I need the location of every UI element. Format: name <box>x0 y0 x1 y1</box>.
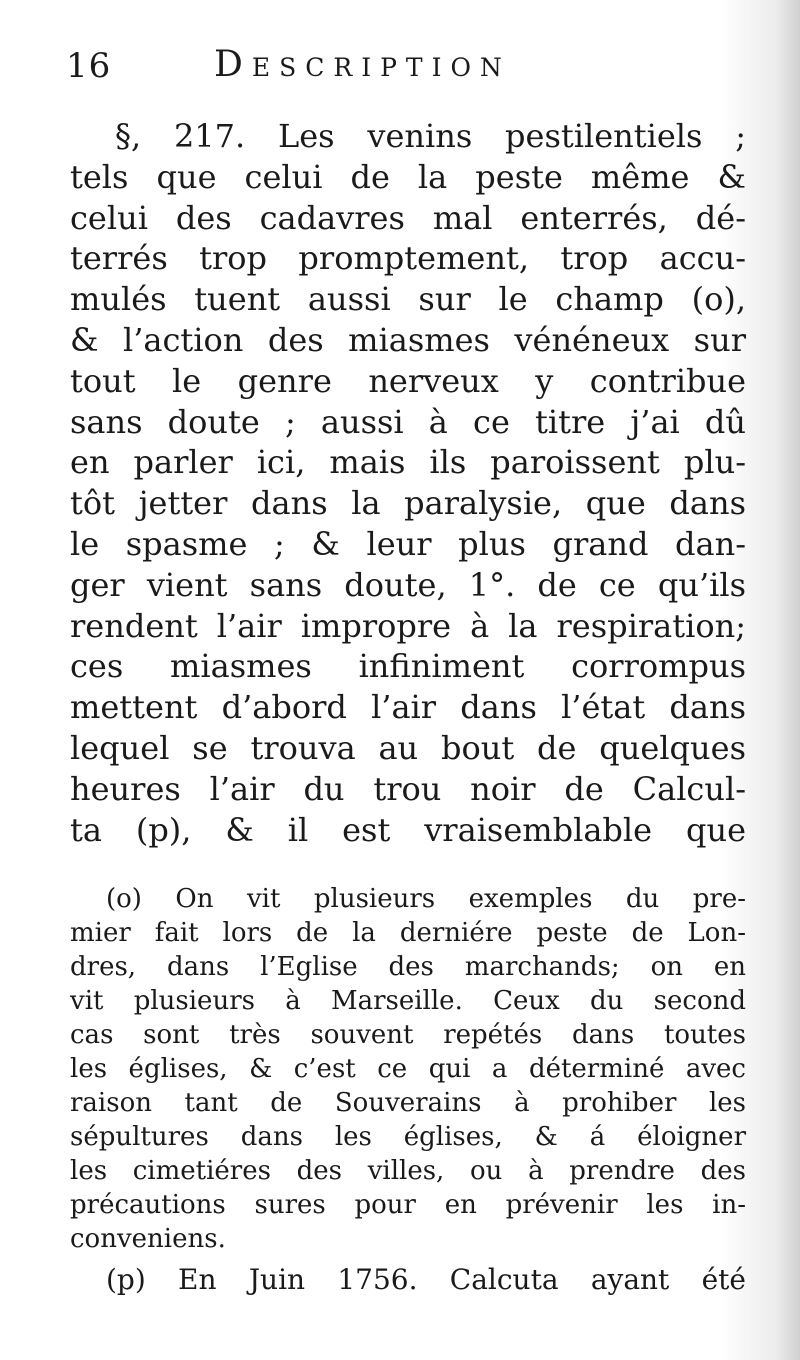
footnote-line: vit plusieurs à Marseille. Ceux du second <box>70 986 746 1016</box>
running-title: Description <box>214 44 511 85</box>
footnote-line: les cimetiéres des villes, ou à prendre des <box>70 1156 746 1186</box>
text-line: heures l’air du trou noir de Calcul- <box>70 769 746 808</box>
text-line: tels que celui de la peste même & <box>70 157 746 196</box>
page-header <box>66 40 746 100</box>
text-line: lequel se trouva au bout de quelques <box>70 728 746 767</box>
text-line: rendent l’air impropre à la respiration; <box>70 606 746 645</box>
text-line: ces miasmes infiniment corrompus <box>70 647 746 686</box>
text-line: sans doute ; aussi à ce titre j’ai dû <box>70 402 746 441</box>
footnote-p-line: (p) En Juin 1756. Calcuta ayant été <box>106 1263 746 1296</box>
footnote-line: cas sont très souvent repétés dans toutes <box>70 1020 746 1050</box>
text-line: mettent d’abord l’air dans l’état dans <box>70 688 746 727</box>
text-line: ta (p), & il est vraisemblable que <box>70 810 746 849</box>
main-paragraph <box>70 116 746 850</box>
footnotes <box>70 882 746 1300</box>
text-line: tout le genre nerveux y contribue <box>70 361 746 400</box>
text-line: ger vient sans doute, 1°. de ce qu’ils <box>70 565 746 604</box>
text-line: en parler ici, mais ils paroissent plu- <box>70 443 746 482</box>
text-line: mulés tuent aussi sur le champ (o), <box>70 280 746 319</box>
page-number: 16 <box>66 46 112 86</box>
footnote-line: sépultures dans les églises, & á éloigner <box>70 1122 746 1152</box>
footnote-line: les églises, & c’est ce qui a déterminé avec <box>70 1054 746 1084</box>
text-line: §, 217. Les venins pestilentiels ; <box>115 117 746 155</box>
text-line: tôt jetter dans la paralysie, que dans <box>70 484 746 523</box>
footnote-line: mier fait lors de la derniére peste de Lon- <box>70 918 746 948</box>
footnote-line: (o) On vit plusieurs exemples du pre- <box>106 884 746 914</box>
footnote-line: dres, dans l’Eglise des marchands; on en <box>70 952 746 982</box>
text-line: terrés trop promptement, trop accu- <box>70 239 746 278</box>
text-line: celui des cadavres mal enterrés, dé- <box>70 198 746 237</box>
footnote-line: précautions sures pour en prévenir les in- <box>70 1190 746 1220</box>
footnote-line: conveniens. <box>70 1224 226 1254</box>
footnote-line: raison tant de Souverains à prohiber les <box>70 1088 746 1118</box>
text-line: le spasme ; & leur plus grand dan- <box>70 524 746 563</box>
text-line: & l’action des miasmes vénéneux sur <box>70 320 746 359</box>
